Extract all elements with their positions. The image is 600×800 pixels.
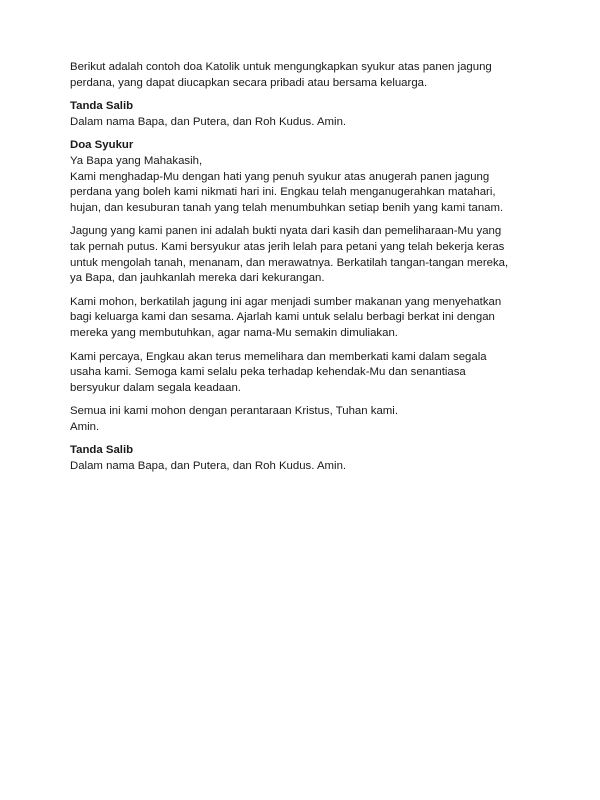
closing-text: Dalam nama Bapa, dan Putera, dan Roh Kudus. Amin. bbox=[70, 460, 347, 473]
intro-paragraph bbox=[70, 60, 540, 91]
prayer-closing-line: Semua ini kami mohon dengan perantaraan Kristus, Tuhan kami. bbox=[70, 405, 398, 418]
intro-line: Berikut adalah contoh doa Katolik untuk mengungkapkan syukur atas panen jagung bbox=[70, 61, 492, 73]
prayer-section-1 bbox=[70, 138, 540, 216]
prayer-title: Doa Syukur bbox=[70, 139, 134, 152]
prayer-line: bagi keluarga kami dan sesama. Ajarlah kami untuk selalu berbagi berkat ini dengan bbox=[70, 311, 495, 324]
prayer-amen: Amin. bbox=[70, 420, 100, 433]
opening-text: Dalam nama Bapa, dan Putera, dan Roh Kudus. Amin. bbox=[70, 115, 347, 128]
prayer-line: ya Bapa, dan jauhkanlah mereka dari kekurangan. bbox=[70, 272, 325, 285]
document-page bbox=[70, 60, 540, 483]
prayer-line: Kami menghadap-Mu dengan hati yang penuh syukur atas anugerah panen jagung bbox=[70, 170, 490, 183]
prayer-line: hujan, dan kesuburan tanah yang telah menumbuhkan setiap benih yang kami tanam. bbox=[70, 201, 504, 214]
prayer-paragraph-4 bbox=[70, 350, 540, 397]
opening-title: Tanda Salib bbox=[70, 100, 134, 113]
prayer-line: Jagung yang kami panen ini adalah bukti nyata dari kasih dan pemeliharaan-Mu yang bbox=[70, 225, 502, 238]
prayer-line: bersyukur dalam segala keadaan. bbox=[70, 381, 241, 394]
intro-line: perdana, yang dapat diucapkan secara pribadi atau bersama keluarga. bbox=[70, 76, 428, 89]
closing-section bbox=[70, 443, 540, 474]
prayer-closing bbox=[70, 404, 540, 435]
prayer-paragraph-3 bbox=[70, 295, 540, 342]
prayer-line: Kami percaya, Engkau akan terus memelihara dan memberkati kami dalam segala bbox=[70, 350, 487, 363]
prayer-line: mereka yang membutuhkan, agar nama-Mu semakin dimuliakan. bbox=[70, 326, 398, 339]
prayer-line: usaha kami. Semoga kami selalu peka terhadap kehendak-Mu dan senantiasa bbox=[70, 366, 466, 379]
closing-title: Tanda Salib bbox=[70, 444, 134, 457]
prayer-line: tak pernah putus. Kami bersyukur atas jerih lelah para petani yang telah bekerja keras bbox=[70, 240, 505, 253]
prayer-paragraph-2 bbox=[70, 224, 540, 286]
prayer-address: Ya Bapa yang Mahakasih, bbox=[70, 154, 203, 167]
opening-section bbox=[70, 99, 540, 130]
prayer-line: perdana yang boleh kami nikmati hari ini. Engkau telah menganugerahkan matahari, bbox=[70, 186, 496, 199]
prayer-line: Kami mohon, berkatilah jagung ini agar menjadi sumber makanan yang menyehatkan bbox=[70, 295, 502, 308]
prayer-line: untuk mengolah tanah, menanam, dan merawatnya. Berkatilah tangan-tangan mereka, bbox=[70, 256, 509, 269]
